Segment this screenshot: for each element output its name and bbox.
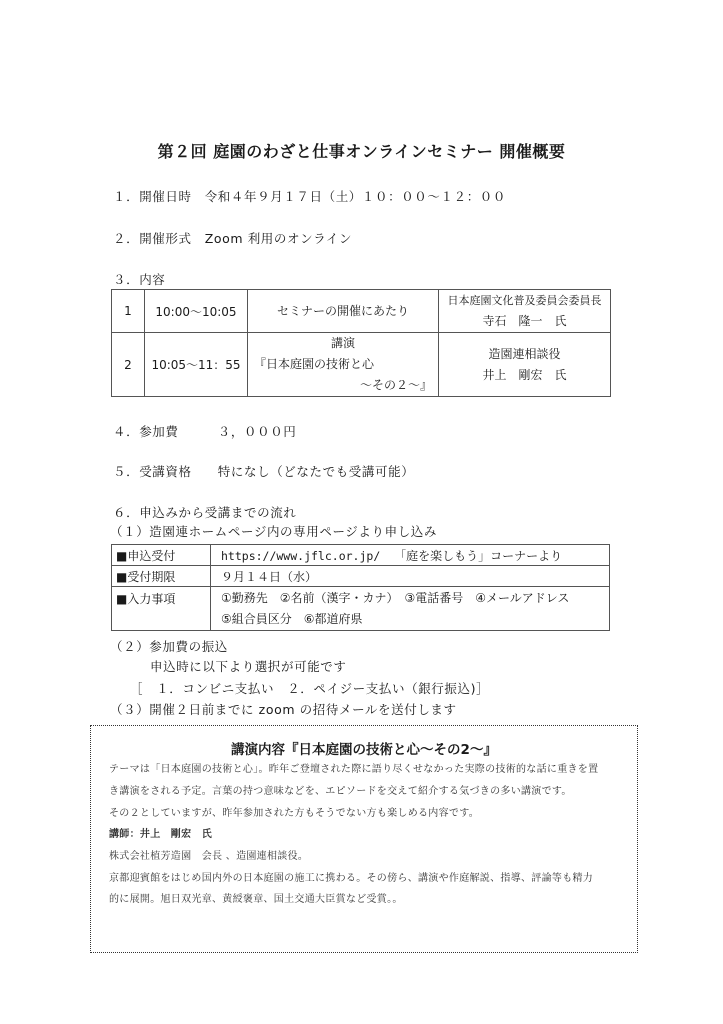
program-table xyxy=(111,289,611,397)
application-table xyxy=(111,544,610,631)
program-content xyxy=(248,290,439,333)
program-content-line: ～その２～』 xyxy=(359,378,432,392)
section-format: ２．開催形式 Zoom 利用のオンライン xyxy=(113,231,353,246)
program-row xyxy=(112,290,611,333)
application-value xyxy=(211,545,610,566)
payment-options: ［ １．コンビニ支払い ２．ペイジー支払い（銀行振込)］ xyxy=(130,681,490,696)
program-no: 2 xyxy=(112,333,145,397)
input-items-line: ①勤務先 ②名前（漢字・カナ） ③電話番号 ④メールアドレス xyxy=(221,590,570,605)
input-items-line: ⑤組合員区分 ⑥都道府県 xyxy=(221,611,363,626)
application-row xyxy=(112,566,610,587)
lecture-details-box xyxy=(90,725,638,953)
lecturer-name: 講師：井上 剛宏 氏 xyxy=(109,829,212,840)
application-value: ９月１４日（水） xyxy=(211,566,610,587)
section-flow-heading: ６．申込みから受講までの流れ xyxy=(113,505,297,520)
lecturer-bio-line: 京都迎賓館をはじめ国内外の日本庭園の施工に携わる。その傍ら、講演や作庭解説、指導、評論等も精力 xyxy=(109,873,594,884)
document-title: 第２回 庭園のわざと仕事オンラインセミナー 開催概要 xyxy=(157,142,566,161)
lecture-heading: 講演内容『日本庭園の技術と心～その2～』 xyxy=(231,742,497,758)
program-content-line: 『日本庭園の技術と心 xyxy=(254,357,375,371)
lecturer-bio-line: 株式会社植芳造園 会長 、造園連相談役。 xyxy=(109,851,309,862)
speaker-name: 寺石 隆一 氏 xyxy=(482,314,567,328)
lecture-text-line: テーマは「日本庭園の技術と心」。昨年ご登壇された際に語り尽くせなかった実際の技術的な話に重きを置 xyxy=(109,764,599,775)
speaker-title: 日本庭園文化普及委員会委員長 xyxy=(447,294,602,307)
application-corner: 「庭を楽しもう」コーナーより xyxy=(394,548,563,563)
speaker-name: 井上 剛宏 氏 xyxy=(482,367,567,382)
lecture-text-line: その２としていますが、昨年参加された方もそうでない方も楽しめる内容です。 xyxy=(109,808,479,819)
program-speaker xyxy=(439,290,611,333)
application-url-link[interactable]: https://www.jflc.or.jp/ xyxy=(221,548,381,563)
program-content-line: 講演 xyxy=(330,336,355,350)
application-row xyxy=(112,545,610,566)
section-date: １．開催日時 令和４年９月１７日（土）１０：００～１２：００ xyxy=(113,189,507,204)
flow-step-2: （２）参加費の振込 xyxy=(110,639,228,654)
application-label: ■入力事項 xyxy=(112,587,211,631)
program-no: 1 xyxy=(112,290,145,333)
section-content-heading: ３．内容 xyxy=(113,272,166,287)
program-content-line: セミナーの開催にあたり xyxy=(276,303,409,318)
program-content xyxy=(248,333,439,397)
speaker-title: 造園連相談役 xyxy=(488,346,561,361)
flow-step-1: （１）造園連ホームページ内の専用ページより申し込み xyxy=(110,524,438,539)
flow-step-3: （３）開催２日前までに zoom の招待メールを送付します xyxy=(110,702,457,717)
application-row xyxy=(112,587,610,631)
application-label: ■受付期限 xyxy=(112,566,211,587)
section-eligibility: ５．受講資格 特になし（どなたでも受講可能） xyxy=(113,464,415,479)
application-label: ■申込受付 xyxy=(112,545,211,566)
application-value xyxy=(211,587,610,631)
program-time: 10:00～10:05 xyxy=(145,290,248,333)
payment-note: 申込時に以下より選択が可能です xyxy=(150,659,347,674)
lecturer-bio-line: 的に展開。旭日双光章、黄綬褒章、国土交通大臣賞など受賞。。 xyxy=(109,894,403,905)
lecture-text-line: き講演をされる予定。言葉の持つ意味などを、エピソードを交えて紹介する気づきの多い講演です。 xyxy=(109,786,572,797)
section-fee: ４．参加費 ３，０００円 xyxy=(113,424,297,439)
program-row xyxy=(112,333,611,397)
program-time: 10:05～11：55 xyxy=(145,333,248,397)
program-speaker xyxy=(439,333,611,397)
